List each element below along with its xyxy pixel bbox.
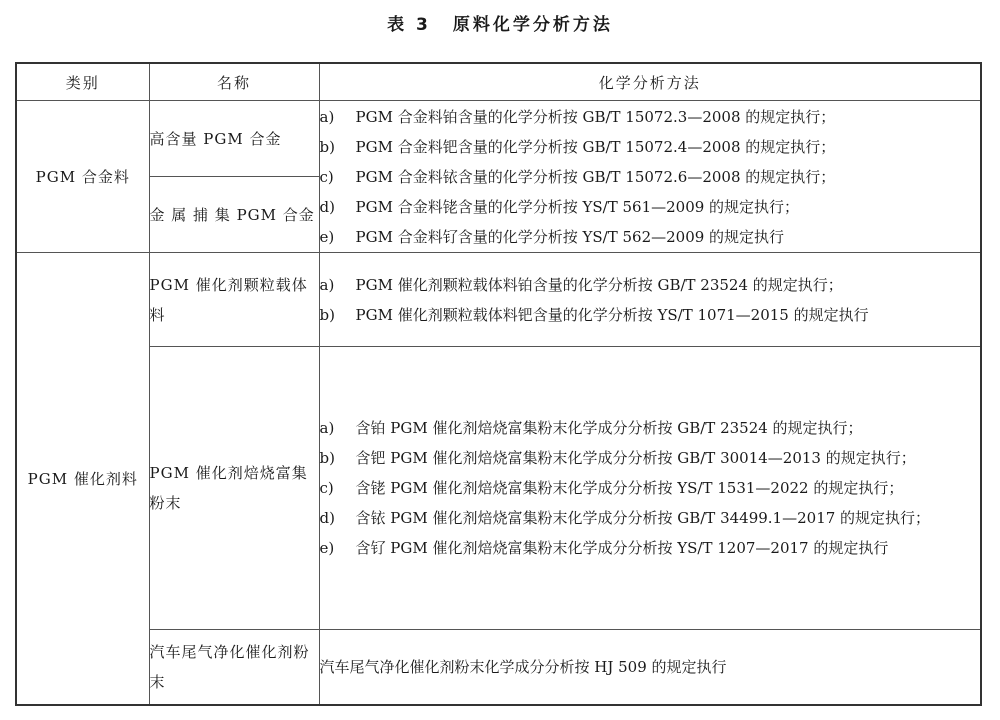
item-text: 含钯 PGM 催化剂焙烧富集粉末化学成分分析按 GB/T 30014—2013 的规定执行； [355,449,916,467]
method-item [320,443,981,473]
analysis-methods-table [15,62,982,706]
item-text: 含铂 PGM 催化剂焙烧富集粉末化学成分分析按 GB/T 23524 的规定执行； [355,419,863,437]
method-cell: 汽车尾气净化催化剂粉末化学成分分析按 HJ 509 的规定执行 [319,630,981,705]
item-marker: a) [319,419,335,437]
item-text: PGM 合金料钯含量的化学分析按 GB/T 15072.4—2008 的规定执行； [355,137,836,156]
item-marker: c) [319,479,334,497]
method-list [320,102,981,252]
method-item [320,162,981,192]
item-text: PGM 催化剂颗粒载体料钯含量的化学分析按 YS/T 1071—2015 的规定执行 [355,305,869,324]
name-cell: PGM 催化剂焙烧富集粉末 [149,347,319,630]
method-list [320,413,981,563]
item-marker: a) [319,107,335,126]
name-cell: 汽车尾气净化催化剂粉末 [149,630,319,705]
item-text: PGM 催化剂颗粒载体料铂含量的化学分析按 GB/T 23524 的规定执行； [355,275,843,294]
method-item [320,503,981,533]
method-item [320,222,981,252]
method-item [320,473,981,503]
item-marker: b) [319,449,335,467]
method-item [320,102,981,132]
table-title: 原料化学分析方法 [452,15,613,35]
header-name: 名称 [149,63,319,101]
item-marker: d) [319,509,335,527]
table-row [16,630,981,705]
category-cell: PGM 催化剂料 [16,253,149,705]
method-item [320,300,981,330]
table-row [16,347,981,630]
item-marker: c) [319,167,334,186]
item-text: PGM 合金料铂含量的化学分析按 GB/T 15072.3—2008 的规定执行； [355,107,836,126]
table-row [16,101,981,177]
header-row [16,63,981,101]
methods-cell [319,347,981,630]
item-marker: e) [319,539,335,557]
table-caption [0,10,1000,35]
item-text: 含钌 PGM 催化剂焙烧富集粉末化学成分分析按 YS/T 1207—2017 的规定执行 [355,539,889,557]
method-item [320,413,981,443]
method-item [320,533,981,563]
name-cell: PGM 催化剂颗粒载体料 [149,253,319,347]
table-number: 表 3 [387,15,431,35]
item-text: 含铑 PGM 催化剂焙烧富集粉末化学成分分析按 YS/T 1531—2022 的规定执行； [355,479,904,497]
method-list [320,270,981,330]
item-text: PGM 合金料钌含量的化学分析按 YS/T 562—2009 的规定执行 [355,227,785,246]
methods-cell [319,253,981,347]
methods-cell [319,101,981,253]
header-method: 化学分析方法 [319,63,981,101]
item-marker: d) [319,197,335,216]
table-row [16,253,981,347]
name-cell: 金 属 捕 集 PGM 合金 [149,177,319,253]
item-text: PGM 合金料铑含量的化学分析按 YS/T 561—2009 的规定执行； [355,197,800,216]
method-item [320,132,981,162]
item-marker: b) [319,137,335,156]
header-category: 类别 [16,63,149,101]
method-item [320,192,981,222]
item-marker: b) [319,305,335,324]
item-text: 含铱 PGM 催化剂焙烧富集粉末化学成分分析按 GB/T 34499.1—2017 的规定执行； [355,509,931,527]
method-item [320,270,981,300]
item-marker: e) [319,227,335,246]
category-cell: PGM 合金料 [16,101,149,253]
name-cell: 高含量 PGM 合金 [149,101,319,177]
item-text: PGM 合金料铱含量的化学分析按 GB/T 15072.6—2008 的规定执行； [355,167,836,186]
item-marker: a) [319,275,335,294]
